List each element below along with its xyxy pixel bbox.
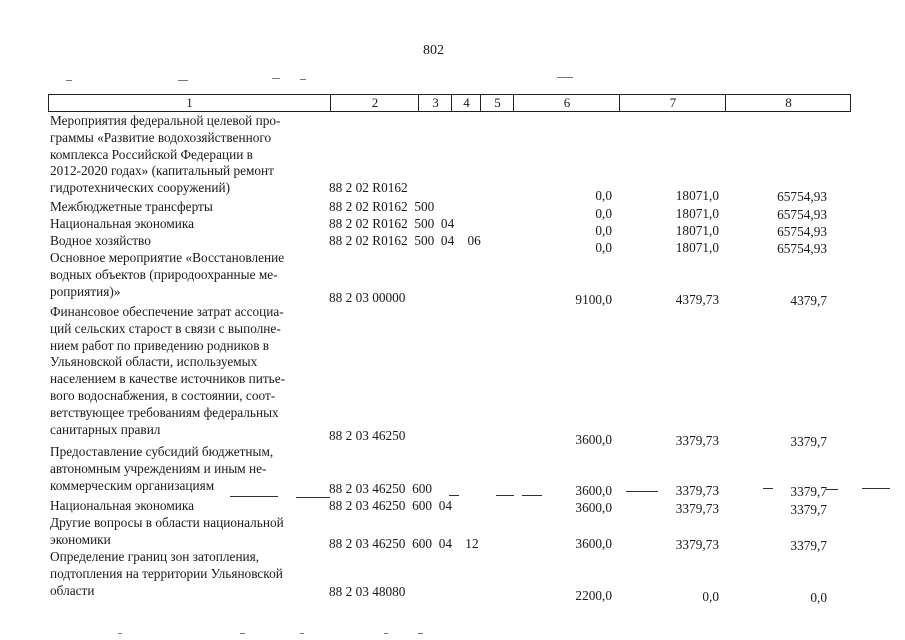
scan-artifact — [118, 633, 122, 634]
row-value-7: 18071,0 — [675, 223, 719, 238]
row-name: Национальная экономика — [50, 216, 195, 231]
scan-line-mark — [862, 488, 890, 489]
row-value-6: 2200,0 — [575, 588, 612, 603]
row-code: 88 2 03 46250 600 04 12 — [329, 536, 479, 551]
row-value-6: 3600,0 — [575, 432, 612, 447]
header-cell: 6 — [513, 95, 620, 111]
row-value-8: 3379,7 — [790, 434, 827, 449]
row-value-7: 3379,73 — [675, 483, 719, 498]
header-cell: 4 — [451, 95, 481, 111]
row-value-7: 18071,0 — [675, 206, 719, 221]
row-name: Национальная экономика — [50, 498, 195, 513]
header-cell: 1 — [186, 95, 193, 110]
header-cell: 7 — [619, 95, 726, 111]
row-value-7: 18071,0 — [675, 240, 719, 255]
row-value-6: 0,0 — [595, 206, 612, 221]
row-value-7: 3379,73 — [675, 537, 719, 552]
scan-line-mark — [296, 497, 330, 498]
scan-artifact — [300, 79, 306, 80]
row-name: Межбюджетные трансферты — [50, 199, 213, 214]
table-header — [48, 94, 851, 112]
scan-artifact — [178, 80, 188, 81]
row-name: Водное хозяйство — [50, 233, 151, 248]
row-value-7: 18071,0 — [675, 188, 719, 203]
row-value-8: 3379,7 — [790, 502, 827, 517]
row-name: Основное мероприятие «Восстановление водных объектов (природоохранные ме- роприятия)» — [50, 250, 285, 299]
header-cell: 8 — [725, 95, 851, 111]
row-value-6: 3600,0 — [575, 536, 612, 551]
row-value-8: 65754,93 — [777, 189, 827, 204]
row-code: 88 2 02 R0162 500 04 06 — [329, 233, 481, 248]
row-value-8: 65754,93 — [777, 224, 827, 239]
row-value-8: 0,0 — [810, 590, 827, 605]
header-cell: 3 — [418, 95, 452, 111]
row-value-6: 3600,0 — [575, 483, 612, 498]
row-value-7: 3379,73 — [675, 433, 719, 448]
scan-artifact — [272, 78, 280, 79]
row-value-6: 3600,0 — [575, 500, 612, 515]
row-value-8: 65754,93 — [777, 207, 827, 222]
row-name: Определение границ зон затопления, подтопления на территории Ульяновской области — [50, 549, 283, 598]
scan-line-mark — [826, 489, 838, 490]
row-code: 88 2 02 R0162 500 04 — [329, 216, 455, 231]
row-value-7: 0,0 — [702, 589, 719, 604]
scan-artifact — [418, 633, 423, 634]
scan-artifact — [66, 80, 72, 81]
scan-line-mark — [522, 495, 542, 496]
header-cell: 5 — [480, 95, 514, 111]
row-value-8: 4379,7 — [790, 293, 827, 308]
scan-artifact — [240, 633, 245, 634]
row-code: 88 2 03 00000 — [329, 290, 406, 305]
row-value-6: 0,0 — [595, 188, 612, 203]
scan-artifact — [300, 633, 304, 634]
row-value-8: 3379,7 — [790, 538, 827, 553]
scan-line-mark — [230, 496, 278, 497]
row-code: 88 2 03 46250 — [329, 428, 406, 443]
scan-line-mark — [763, 488, 773, 489]
row-name: Финансовое обеспечение затрат ассоциа- ций сельских старост в связи с выполне- нием работ по приведению родников в Ульяновской области, используемых населением в качестве источников питье- вого водоснабжения, в состоянии, соот- ветствующее требованиям федеральных санитарных правил — [50, 304, 286, 437]
scan-artifact — [384, 633, 388, 634]
row-value-8: 3379,7 — [790, 484, 827, 499]
row-name: Мероприятия федеральной целевой про- граммы «Развитие водохозяйственного комплекса Российской Федерации в 2012-2020 годах» (капитальный ремонт гидротехнических сооружений) — [50, 113, 281, 196]
row-code: 88 2 03 46250 600 04 — [329, 498, 452, 513]
row-value-7: 3379,73 — [675, 501, 719, 516]
scan-line-mark — [626, 491, 658, 492]
scan-artifact — [557, 77, 573, 78]
row-value-6: 0,0 — [595, 223, 612, 238]
row-code: 88 2 03 46250 600 — [329, 481, 433, 496]
scan-line-mark — [449, 495, 459, 496]
page-number: 802 — [423, 43, 444, 58]
row-code: 88 2 02 R0162 500 — [329, 199, 435, 214]
row-name: Другие вопросы в области национальной экономики — [50, 515, 284, 547]
row-value-6: 0,0 — [595, 240, 612, 255]
row-value-8: 65754,93 — [777, 241, 827, 256]
row-code: 88 2 03 48080 — [329, 584, 406, 599]
row-code: 88 2 02 R0162 — [329, 180, 408, 195]
row-name: Предоставление субсидий бюджетным, автономным учреждениям и иным не- коммерческим организациям — [50, 444, 274, 493]
row-value-6: 9100,0 — [575, 292, 612, 307]
scan-line-mark — [496, 495, 514, 496]
row-value-7: 4379,73 — [675, 292, 719, 307]
header-cell: 2 — [330, 95, 419, 111]
